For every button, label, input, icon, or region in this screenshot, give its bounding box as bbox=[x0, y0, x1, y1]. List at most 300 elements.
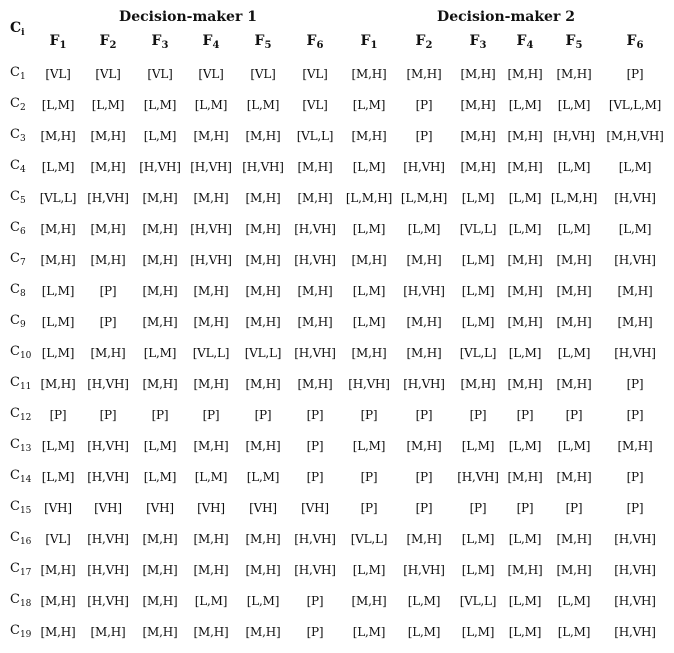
row-label bbox=[10, 313, 26, 330]
table-cell: [M,H] bbox=[193, 625, 229, 639]
row-label-base: C bbox=[10, 158, 20, 173]
table-cell: [H,VH] bbox=[294, 563, 336, 577]
factor-header bbox=[100, 33, 117, 51]
table-cell: [H,VH] bbox=[614, 346, 656, 360]
table-cell: [P] bbox=[99, 284, 117, 298]
table-cell: [L,M,H] bbox=[550, 191, 598, 205]
row-label-sub: 11 bbox=[19, 382, 32, 392]
table-cell: [P] bbox=[254, 408, 272, 422]
table-cell: [M,H] bbox=[245, 439, 281, 453]
table-cell: [M,H] bbox=[245, 222, 281, 236]
table-cell: [VL] bbox=[302, 98, 328, 112]
table-cell: [M,H] bbox=[460, 67, 496, 81]
table-cell: [M,H] bbox=[40, 253, 76, 267]
table-cell: [M,H] bbox=[142, 563, 178, 577]
table-cell: [VL] bbox=[302, 67, 328, 81]
table-cell: [P] bbox=[360, 501, 378, 515]
table-cell: [M,H] bbox=[406, 67, 442, 81]
table-cell: [M,H] bbox=[460, 160, 496, 174]
factor-header-sub: 2 bbox=[109, 40, 117, 51]
factor-header-base: F bbox=[626, 33, 637, 49]
row-label-base: C bbox=[10, 375, 20, 390]
table-cell: [L,M] bbox=[41, 346, 75, 360]
table-cell: [P] bbox=[306, 594, 324, 608]
row-label-sub: 9 bbox=[19, 320, 26, 330]
table-cell: [M,H] bbox=[556, 563, 592, 577]
table-cell: [H,VH] bbox=[614, 563, 656, 577]
table-cell: [H,VH] bbox=[190, 160, 232, 174]
table-cell: [H,VH] bbox=[403, 563, 445, 577]
table-cell: [L,M] bbox=[41, 439, 75, 453]
table-cell: [VL,L] bbox=[39, 191, 77, 205]
table-cell: [L,M] bbox=[352, 222, 386, 236]
table-cell: [M,H] bbox=[351, 594, 387, 608]
row-label-base: C bbox=[10, 623, 20, 638]
table-cell: [L,M] bbox=[508, 346, 542, 360]
table-cell: [M,H] bbox=[245, 315, 281, 329]
table-cell: [P] bbox=[99, 408, 117, 422]
table-cell: [M,H] bbox=[556, 532, 592, 546]
table-cell: [L,M] bbox=[557, 594, 591, 608]
table-cell: [VH] bbox=[249, 501, 277, 515]
row-label-sub: 6 bbox=[19, 227, 26, 237]
corner-header-sub: i bbox=[21, 28, 25, 38]
row-label bbox=[10, 499, 31, 516]
table-cell: [M,H] bbox=[40, 377, 76, 391]
table-cell: [M,H,VH] bbox=[606, 129, 664, 143]
group-header-decision-maker-1: Decision-maker 1 bbox=[119, 9, 257, 25]
row-label-base: C bbox=[10, 220, 20, 235]
factor-header-base: F bbox=[254, 33, 265, 49]
table-cell: [VL] bbox=[45, 532, 71, 546]
table-cell: [P] bbox=[99, 315, 117, 329]
row-label-sub: 1 bbox=[19, 72, 26, 82]
table-cell: [VL,L] bbox=[459, 594, 497, 608]
table-cell: [P] bbox=[626, 67, 644, 81]
table-cell: [L,M] bbox=[194, 470, 228, 484]
row-label bbox=[10, 375, 31, 392]
row-label bbox=[10, 96, 26, 113]
row-label-sub: 4 bbox=[19, 165, 26, 175]
table-cell: [L,M] bbox=[508, 439, 542, 453]
factor-header-base: F bbox=[202, 33, 213, 49]
table-cell: [H,VH] bbox=[294, 532, 336, 546]
table-cell: [M,H] bbox=[90, 253, 126, 267]
table-cell: [P] bbox=[469, 408, 487, 422]
row-label-base: C bbox=[10, 468, 20, 483]
row-label-sub: 15 bbox=[19, 506, 32, 516]
table-cell: [P] bbox=[626, 377, 644, 391]
table-cell: [M,H] bbox=[90, 160, 126, 174]
table-cell: [H,VH] bbox=[614, 532, 656, 546]
factor-header-base: F bbox=[516, 33, 527, 49]
table-cell: [M,H] bbox=[507, 284, 543, 298]
table-cell: [L,M,H] bbox=[400, 191, 448, 205]
table-cell: [P] bbox=[516, 408, 534, 422]
table-cell: [M,H] bbox=[193, 532, 229, 546]
table-cell: [M,H] bbox=[90, 625, 126, 639]
row-label bbox=[10, 65, 26, 82]
table-cell: [P] bbox=[565, 501, 583, 515]
table-cell: [L,M] bbox=[461, 625, 495, 639]
table-cell: [L,M] bbox=[246, 594, 280, 608]
table-cell: [H,VH] bbox=[87, 594, 129, 608]
table-cell: [P] bbox=[415, 470, 433, 484]
table-cell: [M,H] bbox=[90, 346, 126, 360]
row-label-sub: 5 bbox=[19, 196, 26, 206]
table-cell: [M,H] bbox=[40, 625, 76, 639]
table-cell: [M,H] bbox=[193, 129, 229, 143]
table-cell: [H,VH] bbox=[403, 377, 445, 391]
corner-header-base: C bbox=[10, 20, 22, 36]
table-cell: [H,VH] bbox=[348, 377, 390, 391]
table-cell: [L,M] bbox=[194, 98, 228, 112]
table-cell: [M,H] bbox=[142, 594, 178, 608]
table-cell: [H,VH] bbox=[87, 563, 129, 577]
row-label bbox=[10, 437, 31, 454]
factor-header bbox=[627, 33, 644, 51]
table-cell: [M,H] bbox=[556, 67, 592, 81]
table-cell: [M,H] bbox=[460, 129, 496, 143]
table-cell: [M,H] bbox=[193, 315, 229, 329]
table-cell: [M,H] bbox=[406, 253, 442, 267]
table-cell: [M,H] bbox=[556, 284, 592, 298]
table-cell: [H,VH] bbox=[294, 253, 336, 267]
table-cell: [L,M] bbox=[407, 594, 441, 608]
table-cell: [M,H] bbox=[460, 98, 496, 112]
table-cell: [P] bbox=[49, 408, 67, 422]
factor-header-sub: 2 bbox=[425, 40, 433, 51]
table-cell: [H,VH] bbox=[614, 253, 656, 267]
table-cell: [L,M] bbox=[508, 625, 542, 639]
table-cell: [P] bbox=[565, 408, 583, 422]
table-cell: [P] bbox=[626, 470, 644, 484]
table-cell: [M,H] bbox=[351, 253, 387, 267]
row-label-base: C bbox=[10, 592, 20, 607]
table-cell: [L,M] bbox=[508, 532, 542, 546]
table-cell: [L,M] bbox=[508, 98, 542, 112]
table-cell: [P] bbox=[306, 470, 324, 484]
table-cell: [VL,L,M] bbox=[608, 98, 662, 112]
table-cell: [VH] bbox=[197, 501, 225, 515]
factor-header bbox=[152, 33, 169, 51]
table-cell: [P] bbox=[360, 470, 378, 484]
table-cell: [L,M] bbox=[461, 253, 495, 267]
table-cell: [M,H] bbox=[142, 377, 178, 391]
table-cell: [M,H] bbox=[40, 222, 76, 236]
table-cell: [H,VH] bbox=[190, 253, 232, 267]
table-cell: [VH] bbox=[44, 501, 72, 515]
table-cell: [H,VH] bbox=[614, 191, 656, 205]
row-label bbox=[10, 189, 26, 206]
table-cell: [M,H] bbox=[406, 439, 442, 453]
table-cell: [M,H] bbox=[507, 129, 543, 143]
row-label-sub: 16 bbox=[19, 537, 32, 547]
factor-header-sub: 3 bbox=[161, 40, 169, 51]
row-label bbox=[10, 251, 26, 268]
row-label-sub: 13 bbox=[19, 444, 32, 454]
row-label-sub: 19 bbox=[19, 630, 32, 640]
table-cell: [L,M] bbox=[461, 191, 495, 205]
table-cell: [M,H] bbox=[245, 253, 281, 267]
table-cell: [M,H] bbox=[142, 191, 178, 205]
table-cell: [M,H] bbox=[507, 253, 543, 267]
table-cell: [M,H] bbox=[351, 129, 387, 143]
table-cell: [L,M] bbox=[352, 625, 386, 639]
table-cell: [M,H] bbox=[297, 284, 333, 298]
table-cell: [M,H] bbox=[40, 563, 76, 577]
table-cell: [M,H] bbox=[245, 284, 281, 298]
row-label-sub: 7 bbox=[19, 258, 26, 268]
table-cell: [M,H] bbox=[297, 377, 333, 391]
table-cell: [M,H] bbox=[142, 625, 178, 639]
row-label-base: C bbox=[10, 96, 20, 111]
table-cell: [M,H] bbox=[406, 346, 442, 360]
table-cell: [P] bbox=[306, 439, 324, 453]
row-label bbox=[10, 127, 26, 144]
table-cell: [L,M] bbox=[618, 222, 652, 236]
table-cell: [VL] bbox=[45, 67, 71, 81]
table-cell: [M,H] bbox=[193, 439, 229, 453]
table-cell: [P] bbox=[626, 501, 644, 515]
factor-header-sub: 5 bbox=[264, 40, 272, 51]
table-cell: [L,M] bbox=[91, 98, 125, 112]
table-cell: [M,H] bbox=[617, 315, 653, 329]
table-cell: [VL] bbox=[95, 67, 121, 81]
factor-header-sub: 6 bbox=[636, 40, 644, 51]
row-label-sub: 17 bbox=[19, 568, 32, 578]
table-cell: [VL,L] bbox=[192, 346, 230, 360]
table-cell: [M,H] bbox=[556, 470, 592, 484]
table-cell: [L,M] bbox=[461, 563, 495, 577]
row-label-base: C bbox=[10, 561, 20, 576]
factor-header-base: F bbox=[469, 33, 480, 49]
table-cell: [L,M] bbox=[461, 315, 495, 329]
table-cell: [L,M] bbox=[618, 160, 652, 174]
table-cell: [VL,L] bbox=[296, 129, 334, 143]
table-cell: [M,H] bbox=[245, 532, 281, 546]
table-cell: [P] bbox=[469, 501, 487, 515]
row-label-base: C bbox=[10, 499, 20, 514]
table-cell: [M,H] bbox=[142, 253, 178, 267]
row-label-base: C bbox=[10, 344, 20, 359]
table-cell: [L,M] bbox=[246, 470, 280, 484]
table-cell: [H,VH] bbox=[614, 625, 656, 639]
table-cell: [M,H] bbox=[142, 532, 178, 546]
row-label-base: C bbox=[10, 189, 20, 204]
row-label bbox=[10, 220, 26, 237]
factor-header-sub: 4 bbox=[212, 40, 220, 51]
table-cell: [H,VH] bbox=[614, 594, 656, 608]
table-cell: [L,M] bbox=[352, 563, 386, 577]
table-cell: [P] bbox=[306, 408, 324, 422]
table-cell: [M,H] bbox=[245, 377, 281, 391]
row-label-sub: 12 bbox=[19, 413, 32, 423]
table-cell: [M,H] bbox=[460, 377, 496, 391]
table-cell: [L,M,H] bbox=[345, 191, 393, 205]
table-cell: [VH] bbox=[301, 501, 329, 515]
table-cell: [M,H] bbox=[507, 470, 543, 484]
table-cell: [M,H] bbox=[351, 67, 387, 81]
table-cell: [L,M] bbox=[461, 439, 495, 453]
table-cell: [L,M] bbox=[557, 346, 591, 360]
table-cell: [L,M] bbox=[143, 470, 177, 484]
table-cell: [L,M] bbox=[352, 160, 386, 174]
table-cell: [P] bbox=[151, 408, 169, 422]
row-label-sub: 10 bbox=[19, 351, 32, 361]
row-label-base: C bbox=[10, 313, 20, 328]
factor-header-base: F bbox=[49, 33, 60, 49]
table-cell: [M,H] bbox=[142, 284, 178, 298]
table-cell: [M,H] bbox=[193, 563, 229, 577]
row-label-base: C bbox=[10, 65, 20, 80]
table-cell: [L,M] bbox=[143, 129, 177, 143]
table-cell: [P] bbox=[516, 501, 534, 515]
table-cell: [H,VH] bbox=[403, 284, 445, 298]
row-label-sub: 14 bbox=[19, 475, 32, 485]
factor-header bbox=[416, 33, 433, 51]
factor-header bbox=[50, 33, 67, 51]
table-cell: [L,M] bbox=[352, 284, 386, 298]
table-cell: [M,H] bbox=[245, 191, 281, 205]
table-cell: [M,H] bbox=[142, 315, 178, 329]
table-cell: [M,H] bbox=[507, 160, 543, 174]
table-cell: [H,VH] bbox=[457, 470, 499, 484]
table-cell: [L,M] bbox=[508, 222, 542, 236]
table-cell: [VH] bbox=[94, 501, 122, 515]
table-cell: [M,H] bbox=[40, 129, 76, 143]
table-cell: [L,M] bbox=[557, 439, 591, 453]
row-label-base: C bbox=[10, 282, 20, 297]
table-cell: [M,H] bbox=[245, 563, 281, 577]
group-header-decision-maker-2: Decision-maker 2 bbox=[437, 9, 575, 25]
row-label bbox=[10, 592, 31, 609]
table-cell: [M,H] bbox=[507, 67, 543, 81]
table-cell: [L,M] bbox=[352, 439, 386, 453]
table-cell: [M,H] bbox=[507, 563, 543, 577]
factor-header bbox=[470, 33, 487, 51]
table-cell: [H,VH] bbox=[139, 160, 181, 174]
row-label bbox=[10, 344, 31, 361]
table-cell: [L,M] bbox=[461, 532, 495, 546]
table-cell: [VL] bbox=[250, 67, 276, 81]
table-cell: [H,VH] bbox=[87, 191, 129, 205]
row-label-sub: 8 bbox=[19, 289, 26, 299]
table-cell: [P] bbox=[415, 129, 433, 143]
row-label-base: C bbox=[10, 437, 20, 452]
factor-header bbox=[203, 33, 220, 51]
row-label bbox=[10, 158, 26, 175]
table-cell: [M,H] bbox=[406, 315, 442, 329]
factor-header-sub: 1 bbox=[59, 40, 67, 51]
table-cell: [M,H] bbox=[617, 284, 653, 298]
table-cell: [M,H] bbox=[90, 222, 126, 236]
table-cell: [P] bbox=[415, 408, 433, 422]
table-cell: [VL,L] bbox=[459, 222, 497, 236]
table-cell: [P] bbox=[415, 501, 433, 515]
table-cell: [H,VH] bbox=[190, 222, 232, 236]
table-cell: [L,M] bbox=[143, 439, 177, 453]
table-cell: [L,M] bbox=[246, 98, 280, 112]
table-cell: [H,VH] bbox=[294, 346, 336, 360]
table-cell: [M,H] bbox=[556, 315, 592, 329]
table-cell: [H,VH] bbox=[553, 129, 595, 143]
table-cell: [M,H] bbox=[297, 315, 333, 329]
row-label-base: C bbox=[10, 127, 20, 142]
table-cell: [P] bbox=[360, 408, 378, 422]
table-cell: [L,M] bbox=[407, 222, 441, 236]
factor-header-sub: 1 bbox=[370, 40, 378, 51]
table-cell: [M,H] bbox=[245, 129, 281, 143]
factor-header bbox=[517, 33, 534, 51]
factor-header-sub: 6 bbox=[316, 40, 324, 51]
factor-header-base: F bbox=[99, 33, 110, 49]
table-cell: [VL] bbox=[198, 67, 224, 81]
table-cell: [M,H] bbox=[40, 594, 76, 608]
row-label bbox=[10, 530, 31, 547]
table-cell: [M,H] bbox=[193, 377, 229, 391]
factor-header bbox=[361, 33, 378, 51]
table-cell: [H,VH] bbox=[242, 160, 284, 174]
table-cell: [VL,L] bbox=[350, 532, 388, 546]
table-cell: [M,H] bbox=[556, 377, 592, 391]
factor-header-sub: 5 bbox=[575, 40, 583, 51]
table-cell: [M,H] bbox=[142, 222, 178, 236]
table-cell: [L,M] bbox=[557, 625, 591, 639]
table-cell: [M,H] bbox=[507, 315, 543, 329]
table-cell: [M,H] bbox=[406, 532, 442, 546]
table-cell: [H,VH] bbox=[87, 470, 129, 484]
table-cell: [P] bbox=[415, 98, 433, 112]
table-cell: [M,H] bbox=[351, 346, 387, 360]
row-label-sub: 2 bbox=[19, 103, 26, 113]
row-label-base: C bbox=[10, 251, 20, 266]
table-cell: [P] bbox=[626, 408, 644, 422]
row-label-sub: 3 bbox=[19, 134, 26, 144]
table-cell: [M,H] bbox=[193, 191, 229, 205]
table-cell: [L,M] bbox=[407, 625, 441, 639]
table-cell: [M,H] bbox=[193, 284, 229, 298]
row-label bbox=[10, 406, 31, 423]
table-cell: [P] bbox=[202, 408, 220, 422]
table-cell: [L,M] bbox=[508, 191, 542, 205]
table-cell: [L,M] bbox=[41, 160, 75, 174]
factor-header-sub: 4 bbox=[526, 40, 534, 51]
table-cell: [M,H] bbox=[297, 191, 333, 205]
table-cell: [L,M] bbox=[41, 315, 75, 329]
factor-header-base: F bbox=[151, 33, 162, 49]
table-cell: [M,H] bbox=[297, 160, 333, 174]
table-cell: [H,VH] bbox=[87, 532, 129, 546]
table-cell: [L,M] bbox=[352, 315, 386, 329]
table-cell: [M,H] bbox=[617, 439, 653, 453]
factor-header-base: F bbox=[306, 33, 317, 49]
table-cell: [M,H] bbox=[245, 625, 281, 639]
table-cell: [L,M] bbox=[41, 470, 75, 484]
corner-header bbox=[10, 20, 25, 38]
table-cell: [L,M] bbox=[143, 346, 177, 360]
table-cell: [L,M] bbox=[461, 284, 495, 298]
factor-header bbox=[307, 33, 324, 51]
table-cell: [VL,L] bbox=[459, 346, 497, 360]
table-cell: [L,M] bbox=[143, 98, 177, 112]
table-cell: [L,M] bbox=[41, 284, 75, 298]
table-cell: [L,M] bbox=[508, 594, 542, 608]
table-cell: [M,H] bbox=[507, 377, 543, 391]
table-cell: [M,H] bbox=[90, 129, 126, 143]
table-cell: [H,VH] bbox=[87, 439, 129, 453]
row-label-base: C bbox=[10, 530, 20, 545]
